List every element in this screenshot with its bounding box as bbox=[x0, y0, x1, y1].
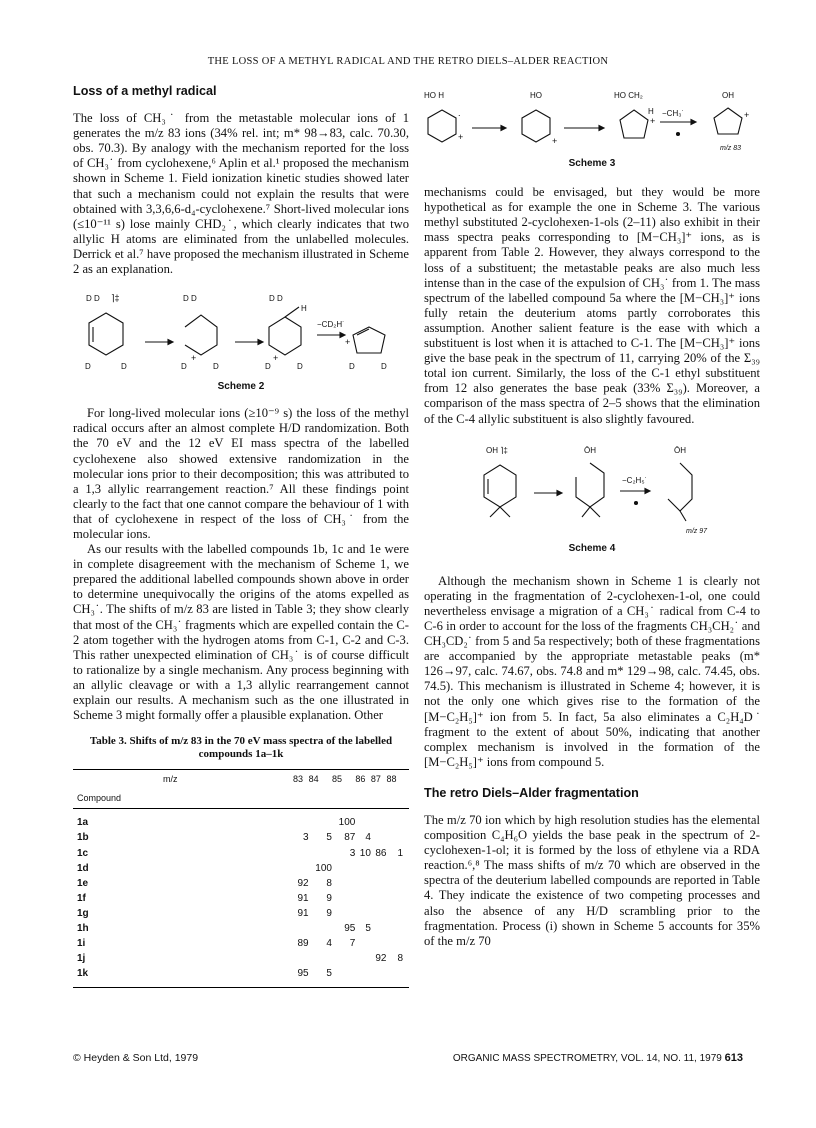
value-cell bbox=[355, 951, 371, 966]
value-cell: 5 bbox=[365, 923, 371, 935]
value-cell bbox=[332, 966, 355, 988]
compound-cell: 1g bbox=[77, 907, 89, 919]
value-cell bbox=[371, 906, 387, 921]
value-cell bbox=[386, 876, 409, 891]
svg-text:+: + bbox=[191, 353, 197, 364]
value-cell: 8 bbox=[397, 953, 403, 965]
svg-text:D D: D D bbox=[183, 294, 197, 304]
value-cell: 5 bbox=[309, 966, 332, 988]
value-cell: 3 bbox=[349, 847, 356, 859]
value-cell bbox=[371, 861, 387, 876]
scheme-4 bbox=[424, 441, 760, 556]
scheme-2-drawing bbox=[73, 287, 409, 379]
value-cell bbox=[386, 936, 409, 951]
table-row bbox=[73, 861, 409, 876]
scheme-4-mz: m/z 97 bbox=[686, 527, 708, 535]
svg-text:D: D bbox=[297, 362, 303, 372]
svg-text:+: + bbox=[650, 116, 656, 126]
table-row bbox=[73, 951, 409, 966]
page-number: 613 bbox=[724, 1052, 743, 1064]
paragraph: mechanisms could be envisaged, but they would be more hypothetical as for example the one in Scheme 3. The various methyl substituted 2-cyclohexen-1-ols (2–11) also exhibit in their mass spectra peaks corresponding to [M−CH₃]⁺ ions, as is apparent from Table 2. However, they always correspond to the loss of a substituent; the metastable peaks are also much less intense than in the case of the expulsion of CH₃˙ from 1. The mass spectrum of the labelled compound 5a where the [M−CH₃]⁺ ions fully retain the deuterium atoms partly corroborates this assumption. Another salient feature is the ease with which a substituent is lost when it is attached to C-1. The [M−CH₃]⁺ ions give the base peak in the spectrum of 11, carrying 20% of the Σ₃₉ total ion current. Similarly, the loss of the C-1 ethyl substituent from 12 also generates the base peak (33% Σ₃₉). Moreover, a comparison of the mass spectra of 2–5 shows that the elimination of the C-4 allylic substituent is also slightly favoured. bbox=[424, 185, 760, 426]
svg-text:D: D bbox=[85, 362, 91, 372]
value-cell bbox=[371, 936, 387, 951]
value-cell bbox=[386, 921, 409, 936]
svg-text:+: + bbox=[744, 110, 750, 120]
table-row bbox=[73, 921, 409, 936]
svg-text:HO H: HO H bbox=[424, 91, 444, 100]
mz-header: m/z bbox=[73, 770, 293, 790]
svg-text:D: D bbox=[181, 362, 187, 372]
value-cell bbox=[355, 936, 371, 951]
svg-text:.: . bbox=[458, 108, 461, 118]
compound-cell: 1k bbox=[73, 966, 293, 988]
svg-text:+: + bbox=[273, 353, 279, 364]
value-cell bbox=[309, 951, 332, 966]
value-cell bbox=[355, 966, 371, 988]
svg-text:D D: D D bbox=[86, 294, 100, 304]
left-column bbox=[73, 84, 409, 988]
col-header: 87 bbox=[371, 770, 387, 790]
col-header: 84 bbox=[309, 770, 332, 790]
value-cell bbox=[293, 951, 309, 966]
svg-text:+: + bbox=[458, 132, 464, 142]
svg-text:HO: HO bbox=[530, 91, 542, 100]
compound-cell: 1f bbox=[77, 892, 86, 904]
table-row bbox=[73, 906, 409, 921]
section-title-rda: The retro Diels–Alder fragmentation bbox=[424, 785, 639, 800]
running-head: THE LOSS OF A METHYL RADICAL AND THE RETRO DIELS–ALDER REACTION bbox=[207, 56, 609, 67]
compound-cell: 1h bbox=[77, 923, 89, 935]
scheme-3-loss: −CH₃˙ bbox=[662, 109, 685, 118]
paragraph: The m/z 70 ion which by high resolution studies has the elemental composition C₄H₆O yields the base peak in the spectrum of 2-cyclohexen-1-ol; it is formed by the loss of ethylene via a RDA reaction.⁶,⁸ The mass shifts of m/z 70 which are observed in the spectra of the deuterium labelled compounds are reported in Table 4. They indicate the existence of two competing processes and also the absence of any H/D scrambling prior to the fragmentation. Process (i) shown in Scheme 5 accounts for 35% of the m/z 70 bbox=[424, 813, 760, 948]
svg-text:⌉‡: ⌉‡ bbox=[111, 293, 120, 304]
value-cell: 9 bbox=[326, 892, 332, 904]
value-cell: 4 bbox=[326, 938, 332, 950]
svg-text:OH ⌉‡: OH ⌉‡ bbox=[486, 445, 508, 455]
value-cell bbox=[293, 846, 309, 861]
value-cell bbox=[332, 906, 355, 921]
value-cell bbox=[371, 966, 387, 988]
svg-text:D: D bbox=[213, 362, 219, 372]
value-cell: 4 bbox=[365, 832, 371, 844]
table-3-title: Table 3. Shifts of m/z 83 in the 70 eV mass spectra of the labelled compounds 1a–1k bbox=[89, 735, 393, 761]
scheme-3-mz: m/z 83 bbox=[720, 145, 742, 152]
value-cell bbox=[293, 861, 309, 876]
scheme-3 bbox=[424, 88, 760, 171]
svg-text:D D: D D bbox=[269, 294, 283, 304]
compound-cell: 1j bbox=[77, 953, 86, 965]
value-cell bbox=[309, 921, 332, 936]
col-header: 85 bbox=[332, 770, 355, 790]
value-cell bbox=[293, 809, 309, 831]
compound-cell: 1d bbox=[77, 862, 89, 874]
value-cell bbox=[355, 891, 371, 906]
table-row bbox=[73, 966, 409, 988]
value-cell: 89 bbox=[297, 938, 309, 950]
scheme-2 bbox=[73, 287, 409, 394]
value-cell bbox=[309, 809, 332, 831]
compound-cell: 1c bbox=[77, 847, 89, 859]
value-cell bbox=[309, 846, 332, 861]
value-cell bbox=[371, 891, 387, 906]
value-cell bbox=[386, 809, 409, 831]
svg-text:D: D bbox=[349, 362, 355, 372]
scheme-4-caption: Scheme 4 bbox=[568, 542, 616, 554]
col-header: 88 bbox=[386, 770, 409, 790]
paragraph: Although the mechanism shown in Scheme 1 is clearly not operating in the fragmentation of 2-cyclohexen-1-ol, one could nevertheless envisage a migration of a CH₃˙ radical from C-4 to C-6 in order to account for the loss of the fragments CH₃CH₂˙ and CH₃CD₂˙ from 5 and 5a respectively; both of these fragmentations are accompanied by the appropriate metastable peaks (m* 126→97, calc. 74.67, obs. 74.8 and m* 129→98, calc. 74.45, obs. 74.5). This mechanism is illustrated in Scheme 4; however, it is not the only one which gives rise to the formation of the [M−C₂H₅]⁺ ion from 5. In fact, 5a also eliminates a C₂H₄D˙ fragment to the extent of about 50%, indicating that another complex mechanism is involved in the formation of the [M−C₂H₅]⁺ ions from compound 5. bbox=[424, 573, 760, 769]
value-cell: 95 bbox=[293, 966, 309, 988]
value-cell: 91 bbox=[297, 892, 309, 904]
svg-text:OH: OH bbox=[722, 91, 734, 100]
value-cell: 86 bbox=[375, 847, 387, 859]
value-cell bbox=[355, 906, 371, 921]
value-cell bbox=[293, 921, 309, 936]
section-title-methyl: Loss of a methyl radical bbox=[73, 84, 217, 98]
value-cell bbox=[386, 891, 409, 906]
scheme-3-caption: Scheme 3 bbox=[568, 158, 616, 169]
scheme-4-drawing bbox=[424, 441, 760, 541]
svg-text:D: D bbox=[121, 362, 127, 372]
footer-journal bbox=[453, 1052, 743, 1064]
svg-text:+: + bbox=[552, 136, 558, 146]
value-cell: 91 bbox=[297, 907, 309, 919]
value-cell bbox=[332, 861, 355, 876]
value-cell: 8 bbox=[326, 877, 332, 889]
table-row bbox=[73, 809, 409, 831]
value-cell: 7 bbox=[349, 938, 356, 950]
scheme-2-loss: −CD₂H˙ bbox=[317, 320, 345, 330]
value-cell bbox=[371, 921, 387, 936]
table-3-grid bbox=[73, 769, 409, 988]
value-cell bbox=[332, 876, 355, 891]
col-header: 83 bbox=[293, 770, 309, 790]
value-cell bbox=[386, 861, 409, 876]
value-cell bbox=[332, 891, 355, 906]
svg-text:ŌH: ŌH bbox=[584, 445, 596, 455]
svg-text:+: + bbox=[345, 337, 351, 348]
svg-text:HO CH₂: HO CH₂ bbox=[614, 91, 643, 100]
compound-cell: 1a bbox=[77, 817, 89, 829]
value-cell bbox=[386, 830, 409, 845]
col-header: 86 bbox=[355, 770, 371, 790]
value-cell: 9 bbox=[326, 907, 332, 919]
scheme-2-caption: Scheme 2 bbox=[217, 381, 265, 393]
value-cell bbox=[386, 906, 409, 921]
table-3 bbox=[73, 735, 409, 988]
paragraph: As our results with the labelled compounds 1b, 1c and 1e were in complete disagreement with the mechanism of Scheme 1, we prepared the additional labelled compounds shown above in order to determine unequivocally the origins of the atoms expelled as CH₃˙. The shifts of m/z 83 are listed in Table 3; they show clearly that most of the CH₃˙ fragments which are expelled contain the C-2 atom together with the hydrogen atoms from C-1, C-2 and C-3. This rather unexpected elimination of CH₃˙ is of course difficult to rationalize by a single mechanism. Any process beginning with an allylic cleavage or with a 1,3 allylic rearrangement cannot explain our results. A mechanism such as the one illustrated in Scheme 3 might formally offer a plausible explanation. Other bbox=[73, 542, 409, 723]
value-cell bbox=[371, 876, 387, 891]
compound-cell: 1e bbox=[77, 877, 89, 889]
table-row bbox=[73, 846, 409, 861]
scheme-3-drawing bbox=[424, 88, 760, 156]
value-cell bbox=[355, 861, 371, 876]
compound-cell: 1b bbox=[77, 832, 89, 844]
svg-text:H: H bbox=[648, 107, 654, 116]
journal-name: ORGANIC MASS SPECTROMETRY, VOL. 14, NO. 11, 1979 bbox=[452, 1053, 722, 1064]
value-cell: 10 bbox=[359, 847, 371, 859]
value-cell: 92 bbox=[375, 953, 387, 965]
value-cell: 100 bbox=[338, 817, 356, 829]
svg-text:D: D bbox=[381, 362, 387, 372]
value-cell: 95 bbox=[344, 923, 356, 935]
value-cell bbox=[332, 951, 355, 966]
paragraph: The loss of CH₃˙ from the metastable molecular ions of 1 generates the m/z 83 ions (34% rel. int; m* 98→83, calc. 70.30, obs. 70.3). By analogy with the mechanism reported for the loss of CH₃˙ from cyclohexene,⁶ Aplin et al.¹ proposed the mechanism shown in Scheme 1. Field ionization kinetic studies showed later that such a mechanism could not explain the results that were obtained with 3,3,6,6-d₄-cyclohexene.⁷ Short-lived molecular ions (≤10⁻¹¹ s) lose mainly CHD₂˙, which clearly indicates that two allylic H atoms are eliminated from the unlabelled molecules. Derrick et al.⁷ have proposed the mechanism illustrated in Scheme 2 as an explanation. bbox=[73, 111, 409, 277]
table-row bbox=[73, 876, 409, 891]
value-cell: 92 bbox=[297, 877, 309, 889]
table-row bbox=[73, 891, 409, 906]
compound-header: Compound bbox=[73, 789, 293, 809]
value-cell: 3 bbox=[303, 832, 309, 844]
right-column bbox=[424, 88, 760, 949]
value-cell: 87 bbox=[344, 832, 356, 844]
value-cell: 5 bbox=[326, 832, 332, 844]
paragraph: For long-lived molecular ions (≥10⁻⁹ s) the loss of the methyl radical occurs after an almost complete H/D randomization. Both the 70 eV and the 12 eV EI mass spectra of the labelled cyclohexene also showed extensive randomization in the molecular ions prior to their decomposition; this was attributed to a 1,3 allylic rearrangement reaction.⁷ All these findings point clearly to the fact that one cannot compare the behaviour of 1 with that of cyclohexene in respect of the loss of CH₃˙ from the molecular ions. bbox=[73, 406, 409, 541]
svg-text:H: H bbox=[301, 304, 307, 314]
table-row bbox=[73, 936, 409, 951]
value-cell bbox=[355, 876, 371, 891]
svg-text:ŌH: ŌH bbox=[674, 445, 686, 455]
value-cell: 1 bbox=[397, 847, 403, 859]
value-cell bbox=[355, 809, 371, 831]
compound-cell: 1i bbox=[77, 938, 86, 950]
svg-text:D: D bbox=[265, 362, 271, 372]
value-cell bbox=[371, 830, 387, 845]
footer-copyright: © Heyden & Son Ltd, 1979 bbox=[73, 1052, 199, 1064]
scheme-4-loss: −C₂H₅˙ bbox=[622, 475, 648, 485]
value-cell bbox=[386, 966, 409, 988]
value-cell: 100 bbox=[315, 862, 332, 874]
table-row bbox=[73, 830, 409, 845]
value-cell bbox=[371, 809, 387, 831]
